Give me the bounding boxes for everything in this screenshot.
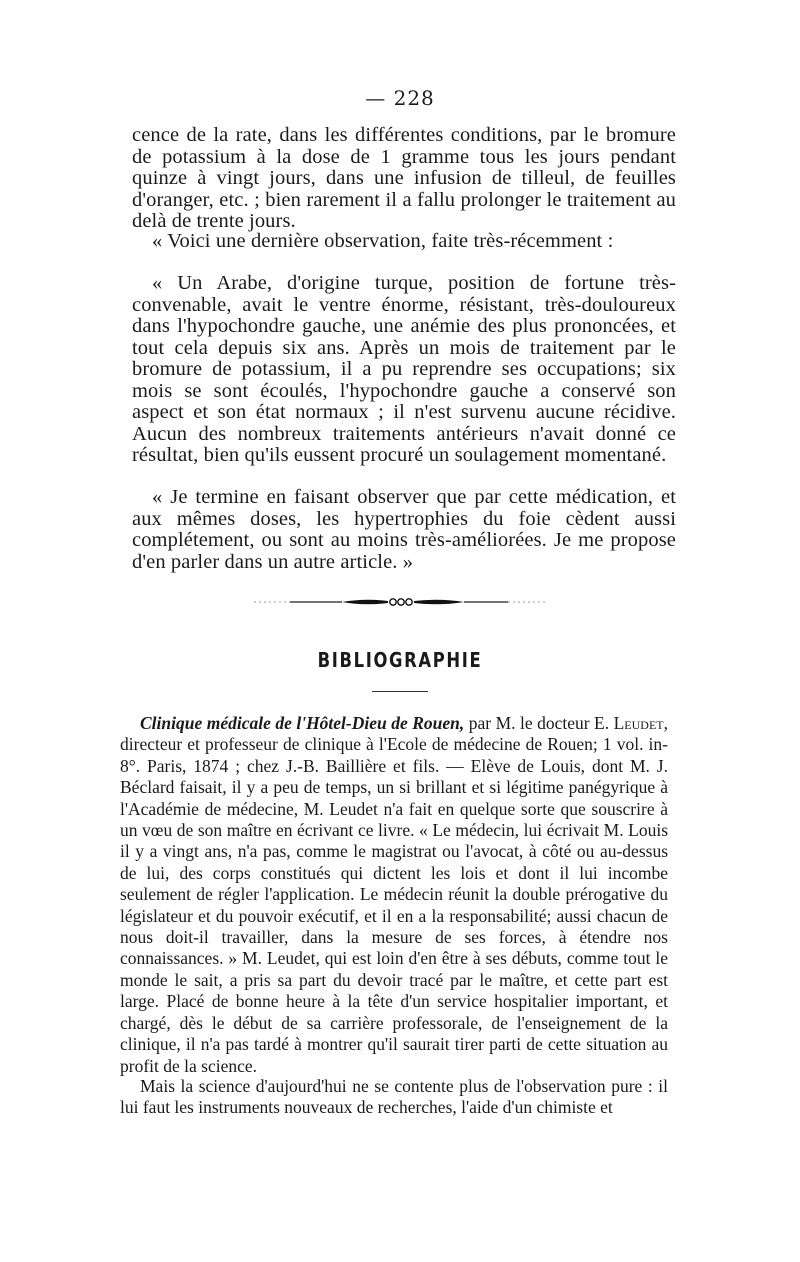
book-title: Clinique médicale de l'Hôtel-Dieu de Rouen, [140,713,465,733]
review-last-paragraph: Mais la science d'aujourd'hui ne se contente plus de l'observation pure : il lui faut les instruments nouveaux de recherches, l'aide d'un chimiste et [120,1076,668,1118]
closing-quote-paragraph: « Je termine en faisant observer que par cette médication, et aux mêmes doses, les hypertrophies du foie cèdent aussi complétement, ou sont au moins très-améliorées. Je me propose d'en parler dans un autre article. » [132,486,676,573]
continuation-paragraph: cence de la rate, dans les différentes conditions, par le bromure de potassium à la dose de 1 gramme tous les jours pendant quinze à vingt jours, dans une infusion de tilleul, de feuilles d'oranger, etc. ; bien rarement il a fallu prolonger le traitement au delà de trente jours. [132,124,676,232]
ornamental-divider [250,592,550,612]
review-body: directeur et professeur de clinique à l'Ecole de médecine de Rouen; 1 vol. in-8°. Paris, 1874 ; chez J.-B. Baillière et fils. — Elève de Louis, dont M. J. Béclard faisait, il y a peu de temps, un si brillant et si légitime panégyrique à l'Académie de médecine, M. Leudet n'a fait en quelque sorte que souscrire à un vœu de son maître en écrivant ce livre. « Le médecin, lui écrivait M. Louis il y a vingt ans, n'a pas, comme le magistrat ou l'avocat, à côté ou au-dessus de lui, des corps constitués qui dictent les lois et dont il lui incombe seulement de régler l'application. Le médecin réunit la double prérogative du législateur et du pouvoir exécutif, et il en a la responsabilité; aussi chacun de nous doit-il travailler, dans la mesure de ses forces, à étendre nos connaissances. » M. Leudet, qui est loin d'en être à ses débuts, comme tout le monde le sait, a pris sa part du devoir tracé par le maître, et cette part est large. Placé de bonne heure à la tête d'un service hospitalier important, et chargé, dès le début de sa carrière professorale, de l'enseignement de la clinique, il n'a pas tardé à montrer qu'il saurait tirer parti de cette situation au profit de la science. [120,734,668,1076]
section-heading: BIBLIOGRAPHIE [317,648,483,672]
heading-rule [372,691,428,692]
page-number: — 228 [365,86,435,110]
review-paragraph [120,713,668,1077]
observation-paragraph: « Un Arabe, d'origine turque, position de fortune très-convenable, avait le ventre énorme, résistant, très-douloureux dans l'hypochondre gauche, une anémie des plus prononcées, et tout cela depuis six ans. Après un mois de traitement par le bromure de potassium, il a pu reprendre ses occupations; six mois se sont écoulés, l'hypochondre gauche a conservé son aspect et son état normaux ; il n'est survenu aucune récidive. Aucun des nombreux traitements antérieurs n'avait donné ce résultat, bien qu'ils eussent procuré un soulagement momentané. [132,272,676,466]
review-byline: par M. le docteur E. [464,713,614,733]
quote-intro-paragraph: « Voici une dernière observation, faite très-récemment : [152,230,614,252]
review-author: Leudet, [613,713,668,733]
